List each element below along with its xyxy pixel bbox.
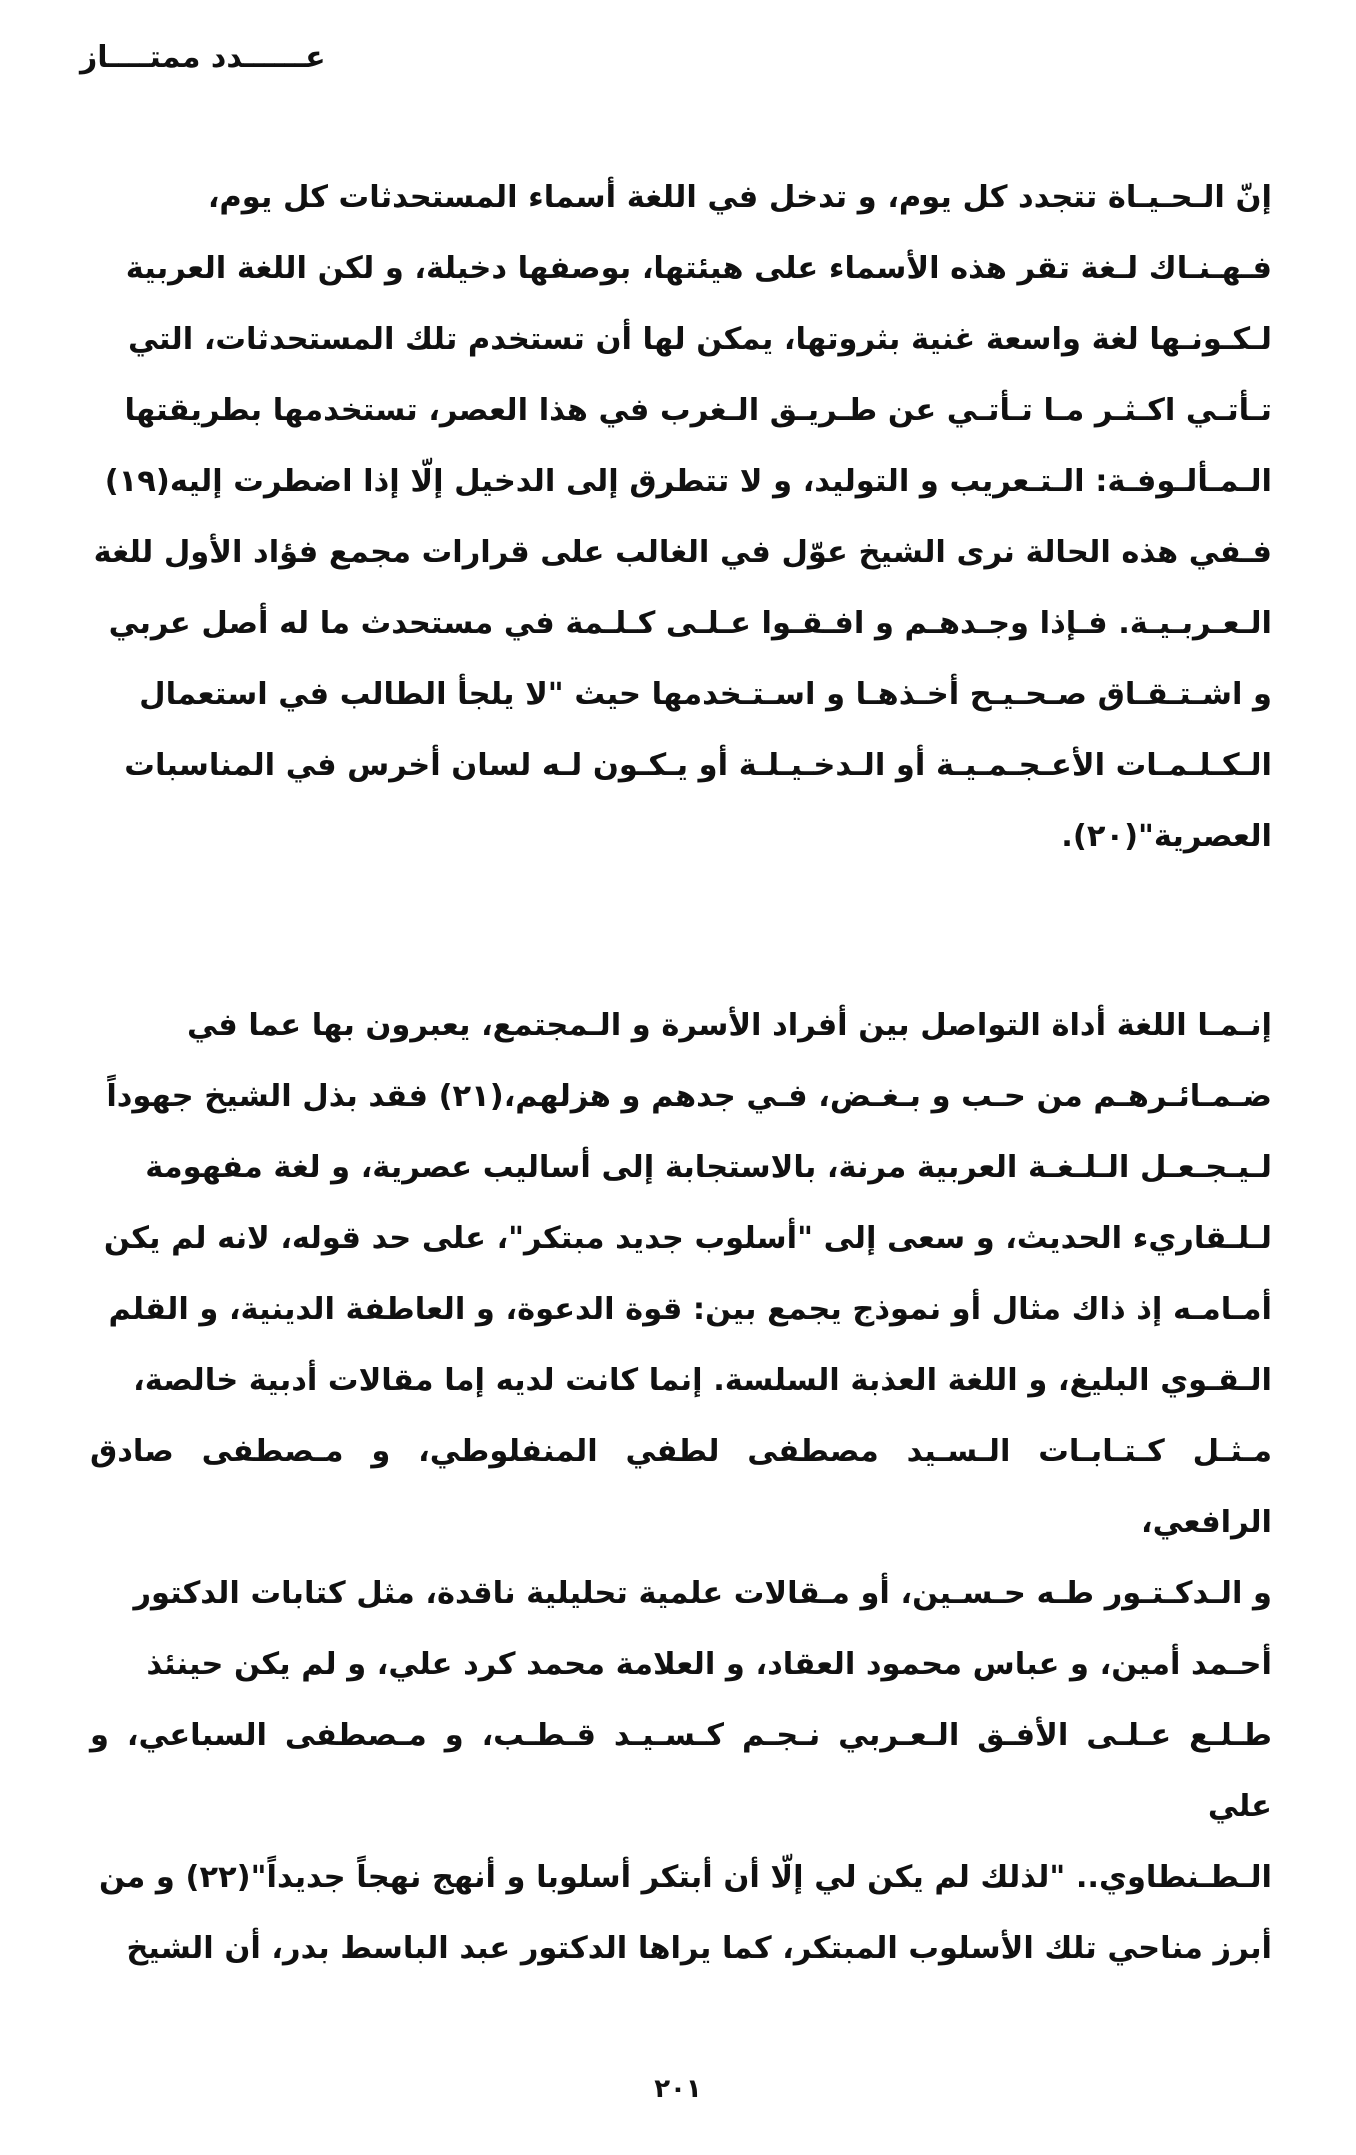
text-line: لـكـونـها لغة واسعة غنية بثروتها، يمكن لها أن تستخدم تلك المستحدثات، التي	[127, 322, 1272, 357]
text-line: طـلـع عـلـى الأفـق الـعـربي نـجـم كـسـيـد قـطـب، و مـصطفى السباعي، و علي	[90, 1718, 1272, 1824]
text-line: الـعـربـيـة. فـإذا وجـدهـم و افـقـوا عـلـى كـلـمة في مستحدث ما له أصل عربي	[108, 606, 1272, 641]
text-line: فـهـنـاك لـغة تقر هذه الأسماء على هيئتها، بوصفها دخيلة، و لكن اللغة العربية	[125, 251, 1272, 286]
text-line: و الـدكـتـور طـه حـسـين، أو مـقالات علمية تحليلية ناقدة، مثل كتابات الدكتور	[133, 1576, 1272, 1611]
paragraph-1	[90, 162, 1272, 872]
text-line: لـلـقاريء الحديث، و سعى إلى "أسلوب جديد مبتكر"، على حد قوله، لانه لم يكن	[103, 1221, 1272, 1256]
running-header: عــــــدد ممتــــاز	[80, 40, 326, 75]
text-line: أمـامـه إذ ذاك مثال أو نموذج يجمع بين: قوة الدعوة، و العاطفة الدينية، و القلم	[108, 1292, 1272, 1327]
text-line: إنّ الـحـيـاة تتجدد كل يوم، و تدخل في اللغة أسماء المستحدثات كل يوم،	[207, 180, 1272, 215]
text-line: لـيـجـعـل الـلـغـة العربية مرنة، بالاستجابة إلى أساليب عصرية، و لغة مفهومة	[145, 1150, 1272, 1185]
paragraph-2	[90, 990, 1272, 1984]
text-line: الـطـنطاوي.. "لذلك لم يكن لي إلّا أن أبتكر أسلوبا و أنهج نهجاً جديداً"(٢٢) و من	[98, 1860, 1272, 1895]
text-line: ضـمـائـرهـم من حـب و بـغـض، فـي جدهم و هزلهم،(٢١) فقد بذل الشيخ جهوداً	[106, 1079, 1272, 1114]
text-line: الـقـوي البليغ، و اللغة العذبة السلسة. إنما كانت لديه إما مقالات أدبية خالصة،	[133, 1363, 1272, 1398]
text-line: مـثـل كـتـابـات الـسـيد مصطفى لطفي المنفلوطي، و مـصطفى صادق الرافعي،	[90, 1434, 1272, 1540]
text-line: العصرية"(٢٠).	[1061, 819, 1272, 854]
text-line: فـفي هذه الحالة نرى الشيخ عوّل في الغالب على قرارات مجمع فؤاد الأول للغة	[93, 535, 1272, 570]
text-line: الـكـلـمـات الأعـجـمـيـة أو الـدخـيـلـة أو يـكـون لـه لسان أخرس في المناسبات	[124, 748, 1272, 783]
page-number: ٢٠١	[654, 2074, 702, 2104]
text-line: تـأتـي اكـثـر مـا تـأتـي عن طـريـق الـغرب في هذا العصر، تستخدمها بطريقتها	[124, 393, 1272, 428]
text-line: أبرز مناحي تلك الأسلوب المبتكر، كما يراها الدكتور عبد الباسط بدر، أن الشيخ	[126, 1931, 1272, 1966]
text-line: و اشـتـقـاق صـحـيـح أخـذهـا و اسـتـخدمها حيث "لا يلجأ الطالب في استعمال	[139, 677, 1272, 712]
text-line: الـمـألـوفـة: الـتـعريب و التوليد، و لا تتطرق إلى الدخيل إلّا إذا اضطرت إليه(١٩)	[104, 464, 1272, 499]
text-line: أحـمد أمين، و عباس محمود العقاد، و العلامة محمد كرد علي، و لم يكن حينئذ	[146, 1647, 1272, 1682]
text-line: إنـمـا اللغة أداة التواصل بين أفراد الأسرة و الـمجتمع، يعبرون بها عما في	[186, 1008, 1272, 1043]
